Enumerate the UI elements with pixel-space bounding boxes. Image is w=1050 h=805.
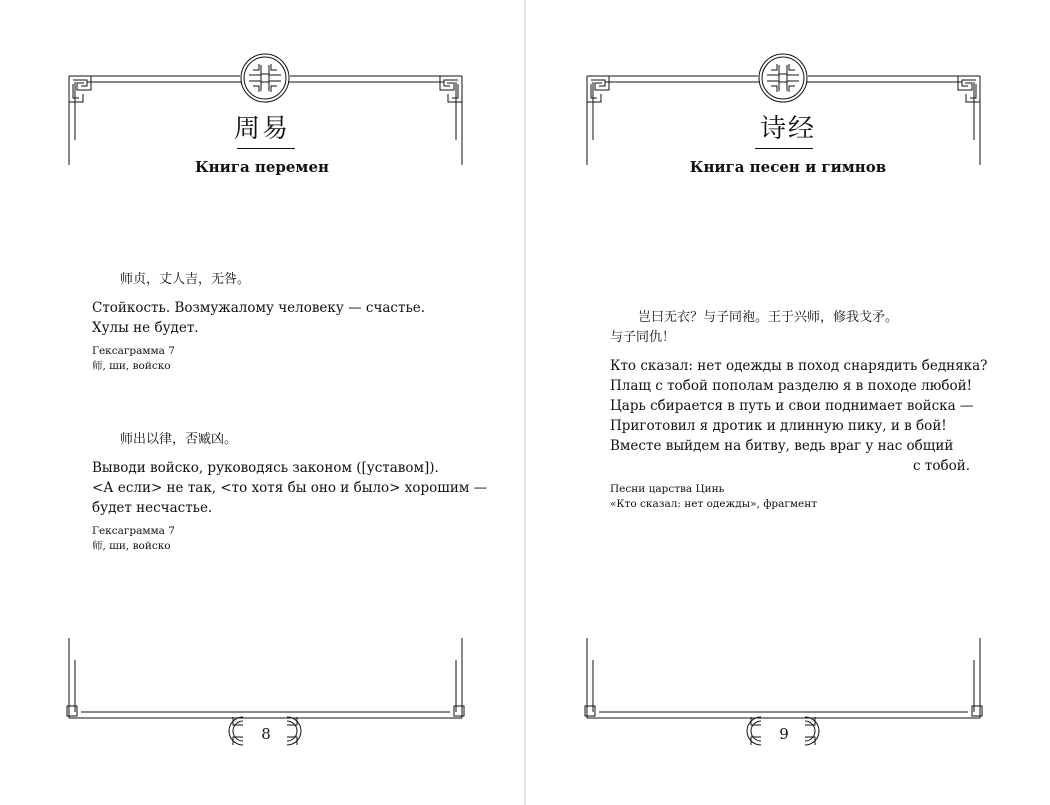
half-medallion-inner (287, 721, 297, 741)
half-medallion-inner (751, 721, 761, 741)
quote-block-2 (92, 430, 488, 554)
chapter-title-russian: Книга перемен (195, 158, 329, 176)
source-line: Песни царства Цинь (610, 483, 725, 495)
source-line: 师, ши, войско (92, 360, 171, 372)
poem-line: с тобой. (913, 458, 970, 474)
chapter-title-chinese: 诗经 (759, 114, 816, 144)
title-divider (237, 148, 295, 149)
chinese-quote: 岂曰无衣？与子同袍。王于兴师，修我戈矛。 (638, 310, 899, 325)
page-number: 9 (779, 725, 789, 743)
translation-line: Стойкость. Возмужалому человеку — счастье. (92, 300, 426, 316)
translation-line: будет несчастье. (92, 500, 213, 516)
poem-line: Приготовил я дротик и длинную пику, и в бой! (610, 418, 947, 434)
translation-line: Хулы не будет. (92, 320, 199, 336)
chinese-quote: 师出以律，否臧凶。 (120, 432, 238, 447)
chapter-title-russian: Книга песен и гимнов (689, 158, 887, 176)
quote-block-1 (92, 270, 472, 374)
poem-line: Царь сбирается в путь и свои поднимает войска — (610, 398, 974, 414)
source-line: Гексаграмма 7 (92, 345, 175, 357)
left-page (0, 0, 524, 805)
chinese-quote: 师贞，丈人吉，无咎。 (120, 272, 251, 287)
poem-line: Кто сказал: нет одежды в поход снарядить бедняка? (610, 358, 988, 374)
page-number: 8 (261, 725, 271, 743)
half-medallion-inner (805, 721, 815, 741)
source-line: 师, ши, войско (92, 540, 171, 552)
translation-line: Выводи войско, руководясь законом ([уставом]). (92, 460, 439, 476)
translation-line: <А если> не так, <то хотя бы оно и было> хорошим — (92, 480, 488, 496)
right-page (526, 0, 1050, 805)
half-medallion-inner (233, 721, 243, 741)
poem-line: Плащ с тобой пополам разделю я в походе любой! (610, 378, 973, 394)
source-line: «Кто сказал: нет одежды», фрагмент (610, 498, 818, 510)
poem-line: Вместе выйдем на битву, ведь враг у нас общий (610, 438, 954, 454)
chinese-quote: 与子同仇！ (610, 330, 676, 345)
source-line: Гексаграмма 7 (92, 525, 175, 537)
title-divider (755, 148, 813, 149)
chapter-title-chinese: 周易 (233, 114, 290, 144)
poem-quote-block (610, 308, 988, 512)
